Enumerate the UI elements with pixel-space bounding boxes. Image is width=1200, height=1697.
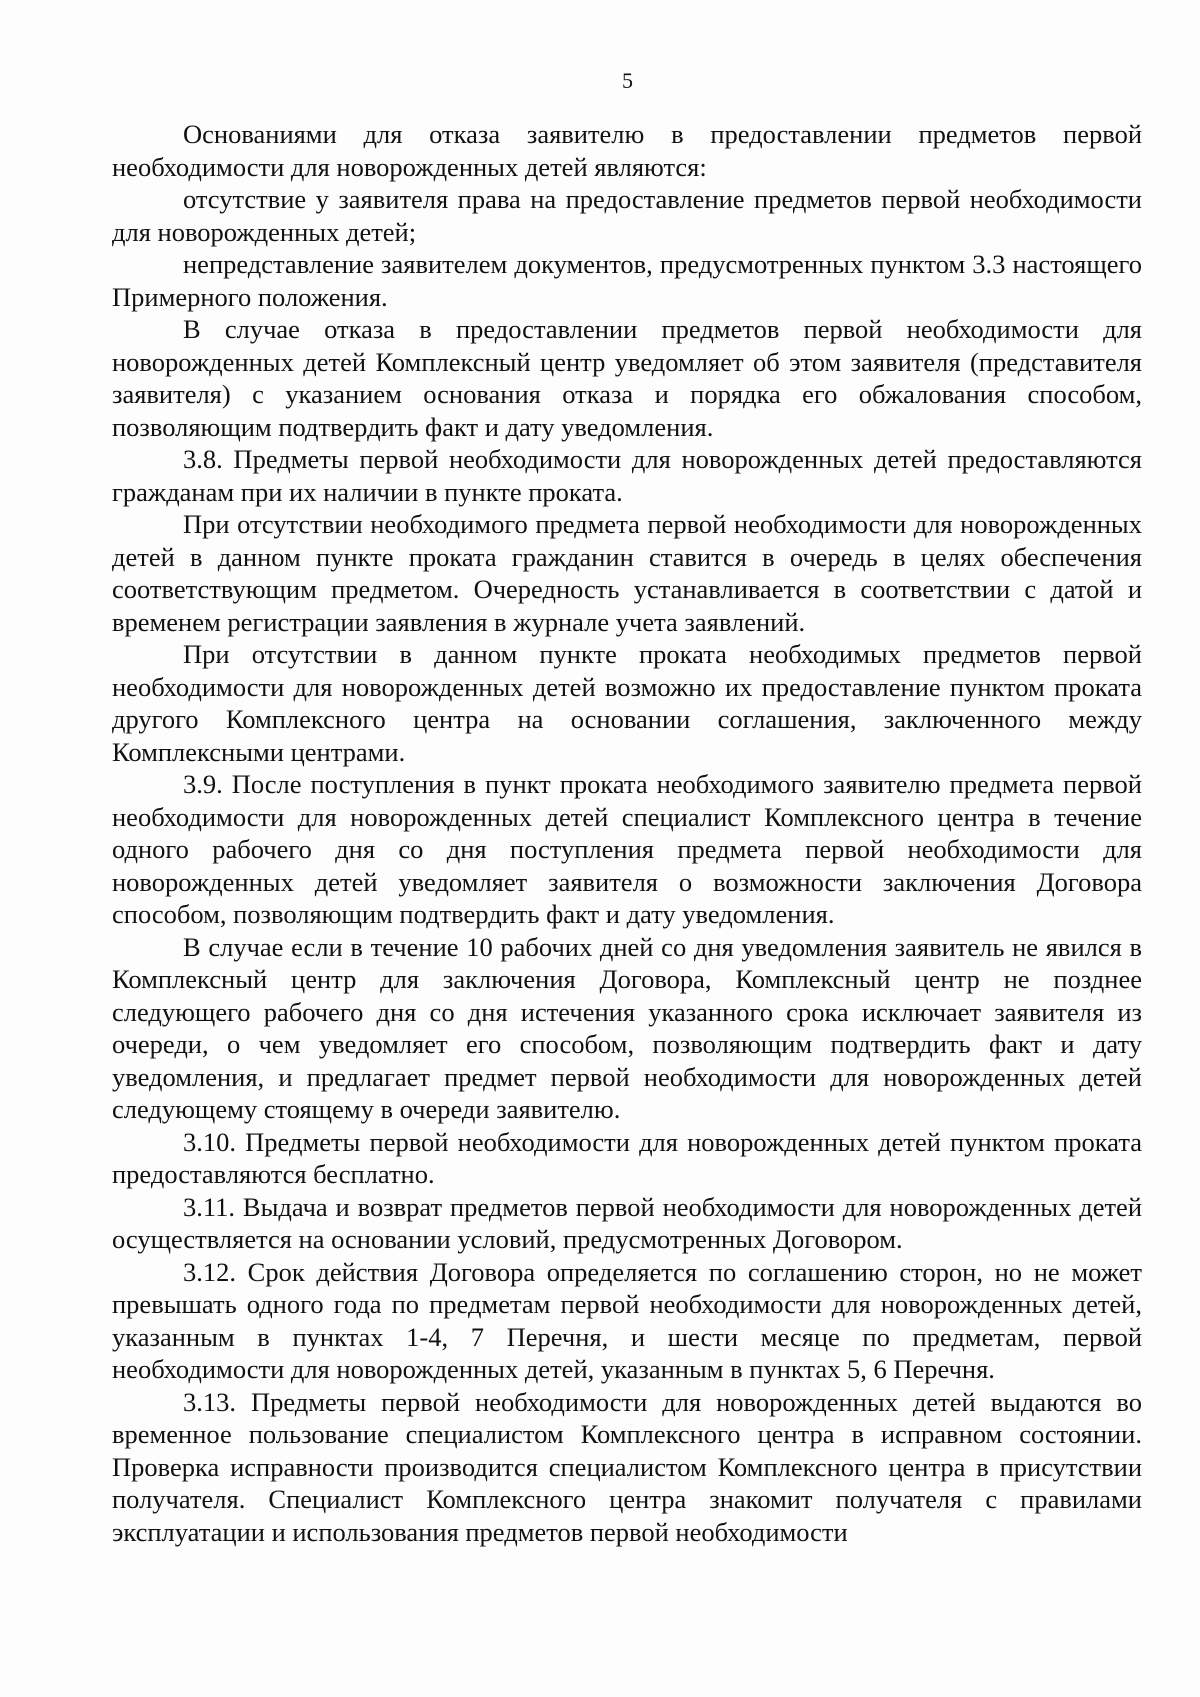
paragraph-exclusion: В случае если в течение 10 рабочих дней со дня уведомления заявитель не явился в Комплексный центр для заключения Договора, Комплексный центр не позднее следующего рабочего дня со дня истечения указанного срока исключает заявителя из очереди, о чем уведомляет его способом, позволяющим подтвердить факт и дату уведомления, и предлагает предмет первой необходимости для новорожденных детей следующему стоящему в очереди заявителю. xyxy=(112,931,1142,1124)
paragraph-3-12: 3.12. Срок действия Договора определяется по соглашению сторон, но не может превышать одного года по предметам первой необходимости для новорожденных детей, указанным в пунктах 1-4, 7 Перечня, и шести месяце по предметам, первой необходимости для новорожденных детей, указанным в пунктах 5, 6 Перечня. xyxy=(112,1256,1142,1384)
paragraph-refusal-grounds: Основаниями для отказа заявителю в предоставлении предметов первой необходимости для новорожденных детей являются: xyxy=(112,119,1142,182)
page-number: 5 xyxy=(622,68,633,93)
document-body xyxy=(112,118,1142,1548)
paragraph-3-9: 3.9. После поступления в пункт проката необходимого заявителю предмета первой необходимости для новорожденных детей специалист Комплексного центра в течение одного рабочего дня со дня поступления предмета первой необходимости для новорожденных детей уведомляет заявителя о возможности заключения Договора способом, позволяющим подтвердить факт и дату уведомления. xyxy=(112,769,1142,929)
paragraph-other-center: При отсутствии в данном пункте проката необходимых предметов первой необходимости для новорожденных детей возможно их предоставление пунктом проката другого Комплексного центра на основании соглашения, заключенного между Комплексными центрами. xyxy=(112,639,1142,767)
paragraph-queue: При отсутствии необходимого предмета первой необходимости для новорожденных детей в данном пункте проката гражданин ставится в очередь в целях обеспечения соответствующим предметом. Очередность устанавливается в соответствии с датой и временем регистрации заявления в журнале учета заявлений. xyxy=(112,509,1142,637)
paragraph-no-documents: непредставление заявителем документов, предусмотренных пунктом 3.3 настоящего Примерного положения. xyxy=(112,249,1142,312)
paragraph-3-11: 3.11. Выдача и возврат предметов первой необходимости для новорожденных детей осуществляется на основании условий, предусмотренных Договором. xyxy=(112,1191,1142,1254)
paragraph-3-13: 3.13. Предметы первой необходимости для новорожденных детей выдаются во временное пользование специалистом Комплексного центра в исправном состоянии. Проверка исправности производится специалистом Комплексного центра в присутствии получателя. Специалист Комплексного центра знакомит получателя с правилами эксплуатации и использования предметов первой необходимости xyxy=(112,1386,1142,1547)
paragraph-3-8: 3.8. Предметы первой необходимости для новорожденных детей предоставляются гражданам при их наличии в пункте проката. xyxy=(112,444,1142,507)
paragraph-no-right: отсутствие у заявителя права на предоставление предметов первой необходимости для новорожденных детей; xyxy=(112,184,1142,247)
paragraph-refusal-notice: В случае отказа в предоставлении предметов первой необходимости для новорожденных детей Комплексный центр уведомляет об этом заявителя (представителя заявителя) с указанием основания отказа и порядка его обжалования способом, позволяющим подтвердить факт и дату уведомления. xyxy=(112,314,1142,442)
paragraph-3-10: 3.10. Предметы первой необходимости для новорожденных детей пунктом проката предоставляются бесплатно. xyxy=(112,1126,1142,1189)
